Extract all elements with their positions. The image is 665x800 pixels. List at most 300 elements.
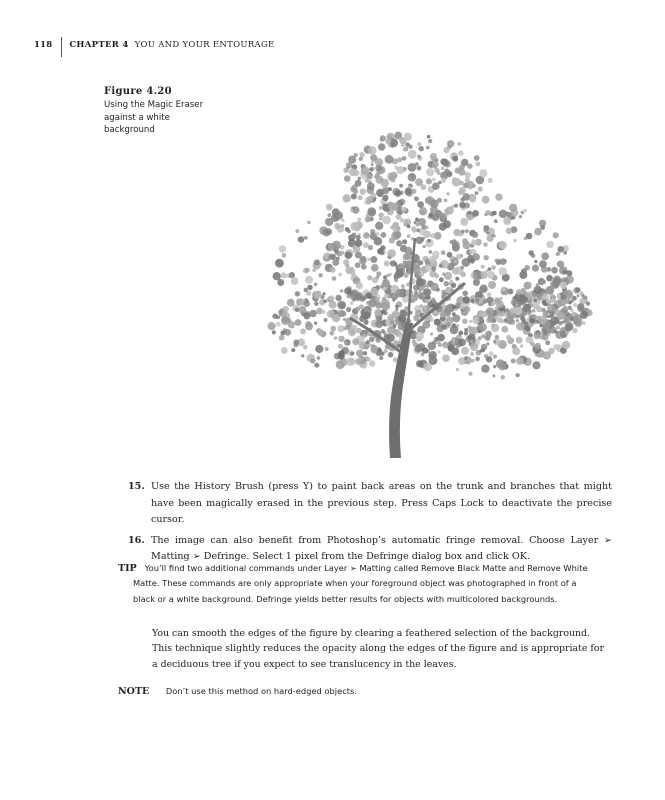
leaf-dot: [372, 277, 378, 283]
leaf-dot: [471, 359, 475, 363]
leaf-dot: [291, 348, 295, 352]
step-number: 16.: [128, 534, 145, 546]
leaf-dot: [468, 372, 472, 376]
leaf-dot: [353, 249, 356, 252]
leaf-dot: [567, 295, 571, 299]
leaf-dot: [564, 316, 570, 322]
leaf-dot: [358, 195, 363, 200]
leaf-dot: [487, 271, 495, 279]
leaf-dot: [344, 287, 351, 294]
leaf-dot: [544, 336, 548, 340]
leaf-dot: [268, 322, 276, 330]
leaf-dot: [427, 239, 430, 242]
leaf-dot: [331, 214, 339, 222]
leaf-dot: [361, 312, 368, 319]
leaf-dot: [356, 350, 364, 358]
tree-image: [250, 118, 595, 458]
leaf-dot: [478, 186, 483, 191]
leaf-dot: [351, 194, 357, 200]
leaf-dot: [395, 190, 402, 197]
leaf-dot: [462, 319, 467, 324]
leaf-dot: [341, 224, 345, 228]
leaf-dot: [470, 343, 478, 351]
leaf-dot: [577, 303, 584, 310]
leaf-dot: [418, 291, 421, 294]
leaf-dot: [365, 178, 369, 182]
leaf-dot: [369, 167, 373, 171]
leaf-dot: [407, 225, 411, 229]
leaf-dot: [370, 346, 378, 354]
leaf-dot: [453, 259, 457, 263]
leaf-dot: [355, 307, 360, 312]
leaf-dot: [546, 275, 553, 282]
leaf-dot: [360, 189, 366, 195]
leaf-dot: [413, 284, 419, 290]
leaf-dot: [415, 218, 419, 222]
leaf-dot: [481, 365, 489, 373]
leaf-dot: [384, 349, 388, 353]
leaf-dot: [425, 226, 429, 230]
leaf-dot: [458, 150, 463, 155]
leaf-dot: [334, 337, 337, 340]
leaf-dot: [298, 236, 305, 243]
leaf-dot: [418, 218, 426, 226]
leaf-dot: [459, 187, 466, 194]
leaf-dot: [547, 304, 555, 312]
leaf-dot: [480, 284, 488, 292]
leaf-dot: [447, 192, 450, 195]
leaf-dot: [345, 251, 353, 259]
leaf-dot: [343, 194, 351, 202]
leaf-dot: [541, 327, 546, 332]
numbered-steps: [128, 479, 612, 570]
leaf-dot: [367, 275, 372, 280]
leaf-dot: [479, 317, 484, 322]
leaf-dot: [538, 316, 547, 325]
leaf-dot: [384, 261, 390, 267]
leaf-dot: [481, 348, 485, 352]
leaf-dot: [472, 184, 476, 188]
leaf-dot: [439, 223, 447, 231]
leaf-dot: [371, 163, 374, 166]
leaf-dot: [485, 335, 491, 341]
leaf-dot: [520, 344, 523, 347]
leaf-dot: [431, 266, 436, 271]
leaf-dot: [350, 209, 353, 212]
leaf-dot: [557, 246, 564, 253]
leaf-dot: [414, 197, 419, 202]
leaf-dot: [506, 228, 512, 234]
leaf-dot: [429, 256, 437, 264]
leaf-dot: [461, 347, 469, 355]
leaf-dot: [407, 234, 411, 238]
leaf-dot: [495, 259, 500, 264]
leaf-dot: [359, 257, 367, 265]
leaf-dot: [376, 176, 384, 184]
leaf-dot: [350, 301, 354, 305]
leaf-dot: [355, 180, 362, 187]
leaf-dot: [382, 195, 388, 201]
leaf-dot: [408, 145, 412, 149]
leaf-dot: [445, 207, 453, 215]
leaf-dot: [479, 169, 487, 177]
leaf-dot: [532, 309, 536, 313]
leaf-dot: [279, 245, 286, 252]
leaf-dot: [367, 207, 376, 216]
leaf-dot: [534, 299, 537, 302]
leaf-dot: [434, 319, 441, 326]
leaf-dot: [550, 298, 556, 304]
leaf-dot: [282, 253, 287, 258]
leaf-dot: [340, 289, 344, 293]
leaf-dot: [402, 239, 407, 244]
leaf-dot: [577, 294, 580, 297]
leaf-dot: [280, 331, 285, 336]
leaf-dot: [556, 252, 560, 256]
leaf-dot: [494, 219, 498, 223]
leaf-dot: [501, 326, 508, 333]
leaf-dot: [376, 232, 380, 236]
leaf-dot: [295, 229, 299, 233]
leaf-dot: [547, 312, 550, 315]
leaf-dot: [452, 156, 458, 162]
leaf-dot: [385, 155, 394, 164]
leaf-dot: [370, 256, 377, 263]
leaf-dot: [344, 175, 351, 182]
leaf-dot: [516, 322, 525, 331]
leaf-dot: [501, 287, 506, 292]
leaf-dot: [415, 162, 419, 166]
note-label: NOTE: [118, 686, 150, 697]
leaf-dot: [491, 324, 499, 332]
leaf-dot: [275, 259, 284, 268]
leaf-dot: [351, 290, 358, 297]
leaf-dot: [381, 310, 385, 314]
leaf-dot: [509, 204, 517, 212]
leaf-dot: [432, 161, 439, 168]
leaf-dot: [395, 308, 398, 311]
leaf-dot: [478, 323, 487, 332]
leaf-dot: [363, 334, 366, 337]
leaf-dot: [575, 287, 580, 292]
leaf-dot: [426, 168, 434, 176]
leaf-dot: [415, 178, 423, 186]
leaf-dot: [461, 230, 465, 234]
leaf-dot: [513, 239, 517, 243]
leaf-dot: [396, 289, 405, 298]
leaf-dot: [381, 302, 390, 311]
leaf-dot: [423, 363, 432, 372]
leaf-dot: [550, 316, 559, 325]
leaf-dot: [368, 146, 376, 154]
leaf-dot: [424, 231, 431, 238]
leaf-dot: [485, 210, 490, 215]
leaf-dot: [487, 232, 490, 235]
leaf-dot: [419, 146, 424, 151]
leaf-dot: [334, 223, 340, 229]
leaf-dot: [432, 300, 436, 304]
page-number: 118: [34, 40, 53, 50]
leaf-dot: [417, 166, 422, 171]
leaf-dot: [323, 299, 327, 303]
leaf-dot: [510, 307, 516, 313]
leaf-dot: [535, 343, 541, 349]
leaf-dot: [546, 286, 554, 294]
leaf-dot: [469, 320, 472, 323]
leaf-dot: [313, 291, 321, 299]
running-header: [34, 38, 275, 52]
leaf-dot: [381, 232, 387, 238]
leaf-dot: [454, 204, 458, 208]
leaf-dot: [491, 265, 496, 270]
leaf-dot: [463, 306, 469, 312]
leaf-dot: [424, 299, 429, 304]
leaf-dot: [343, 259, 349, 265]
leaf-dot: [521, 268, 527, 274]
leaf-dot: [493, 355, 497, 359]
leaf-dot: [417, 142, 421, 146]
step-text: Use the History Brush (press Y) to paint back areas on the trunk and branches that might have been magically erased in the previous step. Press Caps Lock to deactivate the precise cursor.: [151, 481, 612, 525]
leaf-dot: [419, 304, 423, 308]
leaf-dot: [548, 348, 554, 354]
leaf-dot: [475, 191, 479, 195]
leaf-dot: [441, 166, 445, 170]
leaf-dot: [323, 318, 327, 322]
leaf-dot: [488, 178, 493, 183]
leaf-dot: [487, 292, 491, 296]
leaf-dot: [329, 331, 334, 336]
leaf-dot: [430, 283, 438, 291]
leaf-dot: [530, 342, 535, 347]
leaf-dot: [521, 211, 525, 215]
leaf-dot: [458, 339, 466, 347]
leaf-dot: [511, 359, 516, 364]
leaf-dot: [351, 222, 360, 231]
leaf-dot: [472, 232, 478, 238]
leaf-dot: [432, 178, 436, 182]
leaf-dot: [445, 305, 452, 312]
leaf-dot: [554, 330, 557, 333]
leaf-dot: [305, 268, 310, 273]
leaf-dot: [516, 357, 524, 365]
leaf-dot: [332, 276, 337, 281]
leaf-dot: [536, 283, 540, 287]
leaf-dot: [463, 241, 471, 249]
leaf-dot: [380, 135, 386, 141]
leaf-dot: [328, 295, 334, 301]
leaf-dot: [417, 201, 424, 208]
leaf-dot: [295, 291, 300, 296]
leaf-dot: [507, 212, 513, 218]
leaf-dot: [341, 219, 344, 222]
leaf-dot: [438, 343, 443, 348]
leaf-dot: [359, 157, 363, 161]
leaf-dot: [355, 358, 361, 364]
leaf-dot: [492, 211, 497, 216]
leaf-dot: [314, 259, 320, 265]
tip-body: [118, 561, 588, 607]
leaf-dot: [392, 314, 396, 318]
leaf-dot: [439, 264, 442, 267]
leaf-dot: [369, 337, 375, 343]
note-box: [118, 684, 588, 699]
leaf-dot: [557, 294, 561, 298]
leaf-dot: [370, 302, 375, 307]
leaf-dot: [457, 142, 461, 146]
header-divider: [61, 37, 62, 57]
leaf-dot: [312, 269, 315, 272]
leaf-dot: [294, 339, 300, 345]
leaf-dot: [400, 218, 405, 223]
leaf-dot: [338, 301, 346, 309]
leaf-dot: [401, 206, 406, 211]
leaf-dot: [426, 284, 430, 288]
leaf-dot: [568, 306, 572, 310]
leaf-dot: [432, 182, 440, 190]
leaf-dot: [396, 240, 402, 246]
leaf-dot: [397, 166, 405, 174]
leaf-dot: [444, 281, 449, 286]
leaf-dot: [283, 306, 289, 312]
leaf-dot: [456, 368, 459, 371]
leaf-dot: [411, 299, 415, 303]
leaf-dot: [272, 313, 278, 319]
leaf-dot: [326, 204, 333, 211]
leaf-dot: [493, 365, 496, 368]
leaf-dot: [419, 207, 427, 215]
leaf-dot: [563, 270, 567, 274]
leaf-dot: [546, 241, 554, 249]
leaf-dot: [381, 252, 385, 256]
leaf-dot: [350, 267, 354, 271]
leaf-dot: [318, 273, 322, 277]
leaf-dot: [295, 308, 299, 312]
leaf-dot: [300, 329, 306, 335]
leaf-dot: [379, 212, 384, 217]
leaf-dot: [355, 240, 362, 247]
leaf-dot: [546, 299, 550, 303]
leaf-dot: [450, 326, 459, 335]
leaf-dot: [317, 356, 321, 360]
leaf-dot: [423, 245, 426, 248]
leaf-dot: [412, 229, 416, 233]
leaf-dot: [366, 340, 370, 344]
leaf-dot: [423, 305, 428, 310]
leaf-dot: [529, 250, 534, 255]
leaf-dot: [388, 352, 394, 358]
leaf-dot: [309, 310, 316, 317]
leaf-dot: [374, 309, 381, 316]
leaf-dot: [472, 210, 479, 217]
leaf-dot: [424, 288, 432, 296]
leaf-dot: [399, 184, 403, 188]
leaf-dot: [553, 232, 559, 238]
leaf-dot: [442, 273, 445, 276]
leaf-dot: [560, 282, 567, 289]
leaf-dot: [459, 331, 463, 335]
figure-caption: [104, 86, 214, 137]
leaf-dot: [399, 309, 407, 317]
note-text: Don’t use this method on hard-edged objects.: [165, 686, 357, 696]
leaf-dot: [383, 275, 387, 279]
leaf-dot: [276, 322, 281, 327]
leaf-dot: [486, 356, 492, 362]
leaf-dot: [327, 213, 331, 217]
leaf-dot: [417, 155, 421, 159]
leaf-dot: [321, 310, 325, 314]
leaf-dot: [369, 360, 375, 366]
leaf-dot: [475, 162, 480, 167]
leaf-dot: [465, 229, 469, 233]
leaf-dot: [459, 202, 465, 208]
leaf-dot: [332, 241, 341, 250]
leaf-dot: [428, 139, 432, 143]
leaf-dot: [314, 363, 319, 368]
leaf-dot: [363, 351, 367, 355]
leaf-dot: [534, 260, 537, 263]
leaf-dot: [488, 281, 496, 289]
leaf-dot: [452, 177, 456, 181]
leaf-dot: [500, 258, 507, 265]
leaf-dot: [404, 133, 412, 141]
leaf-dot: [305, 276, 313, 284]
leaf-dot: [303, 312, 310, 319]
leaf-dot: [525, 304, 531, 310]
leaf-dot: [464, 356, 468, 360]
leaf-dot: [493, 340, 496, 343]
leaf-dot: [516, 289, 522, 295]
leaf-dot: [553, 276, 561, 284]
leaf-dot: [388, 203, 394, 209]
leaf-dot: [416, 360, 423, 367]
tree-foliage: [268, 132, 593, 380]
leaf-dot: [382, 216, 391, 225]
leaf-dot: [379, 217, 382, 220]
leaf-dot: [426, 178, 432, 184]
leaf-dot: [534, 228, 542, 236]
leaf-dot: [347, 357, 356, 366]
leaf-dot: [356, 282, 363, 289]
leaf-dot: [314, 302, 318, 306]
leaf-dot: [343, 168, 349, 174]
leaf-dot: [325, 228, 332, 235]
leaf-dot: [532, 361, 540, 369]
chapter-label: CHAPTER 4: [69, 40, 129, 50]
leaf-dot: [529, 318, 534, 323]
leaf-dot: [447, 140, 454, 147]
leaf-dot: [358, 177, 361, 180]
leaf-dot: [499, 267, 507, 275]
leaf-dot: [335, 295, 341, 301]
leaf-dot: [582, 321, 586, 325]
leaf-dot: [389, 273, 392, 276]
leaf-dot: [455, 277, 459, 281]
step-text: The image can also benefit from Photoshop’s automatic fringe removal. Choose Layer ➢ Matting ➢ Defringe. Select 1 pixel from the Defringe dialog box and click OK.: [151, 534, 612, 562]
leaf-dot: [379, 206, 383, 210]
leaf-dot: [539, 260, 547, 268]
leaf-dot: [470, 299, 474, 303]
leaf-dot: [384, 294, 388, 298]
leaf-dot: [568, 301, 571, 304]
leaf-dot: [471, 240, 476, 245]
leaf-dot: [484, 255, 489, 260]
leaf-dot: [430, 153, 437, 160]
leaf-dot: [440, 213, 446, 219]
leaf-dot: [434, 274, 439, 279]
leaf-dot: [490, 302, 494, 306]
leaf-dot: [389, 237, 395, 243]
leaf-dot: [295, 319, 302, 326]
